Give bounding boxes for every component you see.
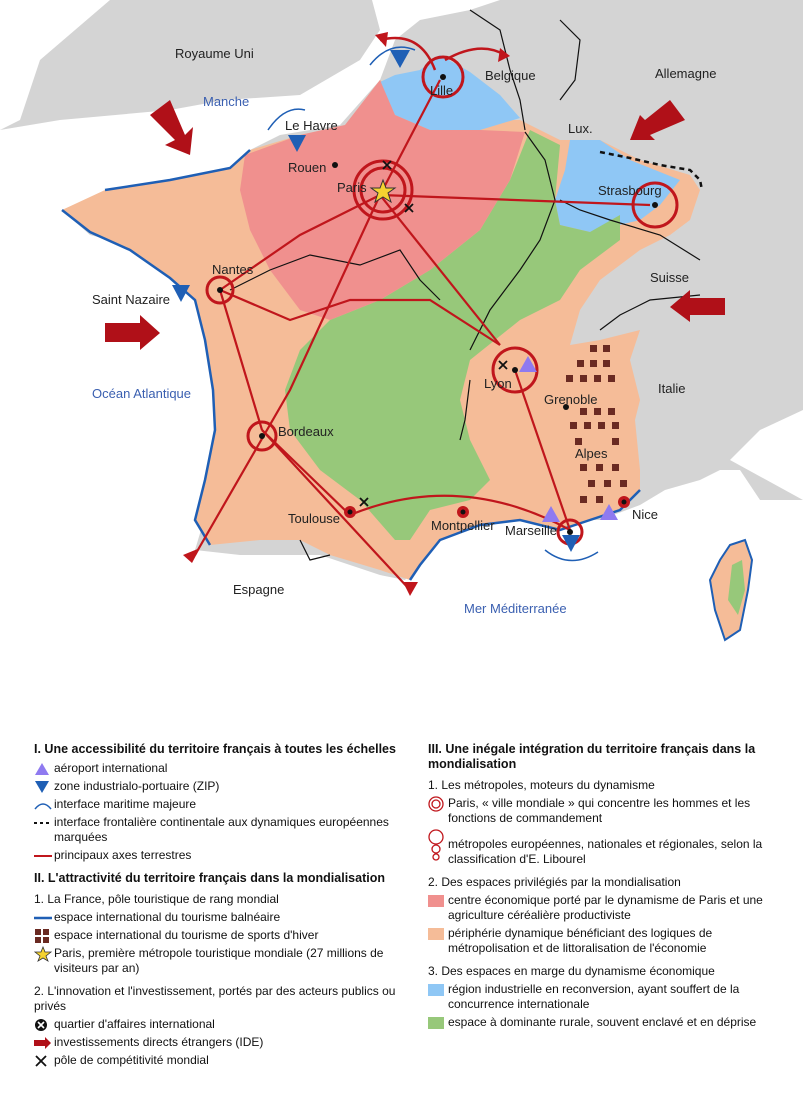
label-le-havre: Le Havre: [285, 118, 338, 133]
label-rouen: Rouen: [288, 160, 327, 175]
label-italie: Italie: [658, 381, 686, 396]
legend-paris-star: Paris, première métropole touristique mondiale (27 millions de visiteurs par an): [34, 946, 404, 976]
cross-icon: [34, 1054, 48, 1068]
legend-left: [34, 742, 404, 1071]
label-suisse: Suisse: [650, 270, 690, 285]
industrial-swatch: [428, 984, 444, 996]
legend-periphery: périphérie dynamique bénéficiant des logiques de métropolisation et de littoralisation de l'économie: [428, 926, 778, 956]
legend-axes: principaux axes terrestres: [34, 848, 404, 863]
ide-arrow-icon: [34, 1037, 52, 1049]
legend-maritime: interface maritime majeure: [34, 797, 404, 812]
legend-part2-title: II. L'attractivité du territoire français dans la mondialisation: [34, 871, 385, 885]
label-toulouse: Toulouse: [288, 511, 341, 526]
label-strasbourg: Strasbourg: [598, 183, 662, 198]
label-lux: Lux.: [568, 121, 593, 136]
legend-balneaire: espace international du tourisme balnéaire: [34, 910, 404, 925]
legend-metropoles: métropoles européennes, nationales et régionales, selon la classification d'E. Libourel: [428, 829, 778, 867]
coast-line-icon: [34, 911, 52, 925]
rural-swatch: [428, 1017, 444, 1029]
label-espagne: Espagne: [233, 582, 285, 597]
axis-line-icon: [34, 849, 52, 863]
label-nice: Nice: [632, 507, 659, 522]
airport-icon: [34, 762, 50, 776]
legend-part2-sub2: 2. L'innovation et l'investissement, portés par des acteurs publics ou privés: [34, 984, 396, 1013]
ski-pattern-icon: [34, 929, 50, 943]
legend-business: quartier d'affaires international: [34, 1017, 404, 1032]
legend-part1-title: I. Une accessibilité du territoire français à toutes les échelles: [34, 742, 396, 756]
legend-part3-sub1: 1. Les métropoles, moteurs du dynamisme: [428, 778, 655, 792]
label-ocean: Océan Atlantique: [92, 386, 192, 401]
legend-part3-sub2: 2. Des espaces privilégiés par la mondialisation: [428, 875, 681, 889]
zip-icon: [34, 780, 50, 794]
legend-ide: investissements directs étrangers (IDE): [34, 1035, 404, 1050]
periphery-swatch: [428, 928, 444, 940]
label-nantes: Nantes: [212, 262, 254, 277]
label-lyon: Lyon: [484, 376, 512, 391]
legend-center: centre économique porté par le dynamisme de Paris et une agriculture céréalière productiviste: [428, 893, 778, 923]
label-marseille: Marseille: [505, 523, 558, 538]
label-royaume-uni: Royaume Uni: [175, 46, 254, 61]
label-alpes: Alpes: [575, 446, 608, 461]
double-circle-icon: [428, 796, 444, 812]
label-lille: Lille: [430, 83, 454, 98]
label-manche: Manche: [203, 94, 250, 109]
metropole-circles-icon: [428, 829, 446, 861]
center-swatch: [428, 895, 444, 907]
label-grenoble: Grenoble: [544, 392, 598, 407]
legend-part3-sub3: 3. Des espaces en marge du dynamisme économique: [428, 964, 715, 978]
star-icon: [34, 946, 52, 962]
legend-airport: aéroport international: [34, 761, 404, 776]
label-bordeaux: Bordeaux: [278, 424, 334, 439]
legend-right: [428, 742, 778, 1033]
label-saint-nazaire: Saint Nazaire: [92, 292, 171, 307]
label-belgique: Belgique: [485, 68, 536, 83]
legend-part2-sub1: 1. La France, pôle touristique de rang mondial: [34, 892, 279, 906]
legend-industrial: région industrielle en reconversion, ayant souffert de la concurrence internationale: [428, 982, 778, 1012]
maritime-interface-icon: [34, 798, 52, 812]
label-paris: Paris: [337, 180, 367, 195]
legend-part3-title: III. Une inégale intégration du territoire français dans la mondialisation: [428, 742, 756, 771]
legend-zip: zone industrialo-portuaire (ZIP): [34, 779, 404, 794]
label-montpellier: Montpellier: [431, 518, 495, 533]
legend-sports-hiver: espace international du tourisme de sports d'hiver: [34, 928, 404, 943]
business-district-icon: [34, 1018, 48, 1032]
label-mer: Mer Méditerranée: [464, 601, 567, 616]
legend-paris-world: Paris, « ville mondiale » qui concentre les hommes et les fonctions de commandement: [428, 796, 778, 826]
dashed-border-icon: [34, 816, 52, 830]
label-allemagne: Allemagne: [655, 66, 717, 81]
legend-rural: espace à dominante rurale, souvent enclavé et en déprise: [428, 1015, 778, 1030]
legend-continental: interface frontalière continentale aux dynamiques européennes marquées: [34, 815, 404, 845]
legend-competitivite: pôle de compétitivité mondial: [34, 1053, 404, 1068]
